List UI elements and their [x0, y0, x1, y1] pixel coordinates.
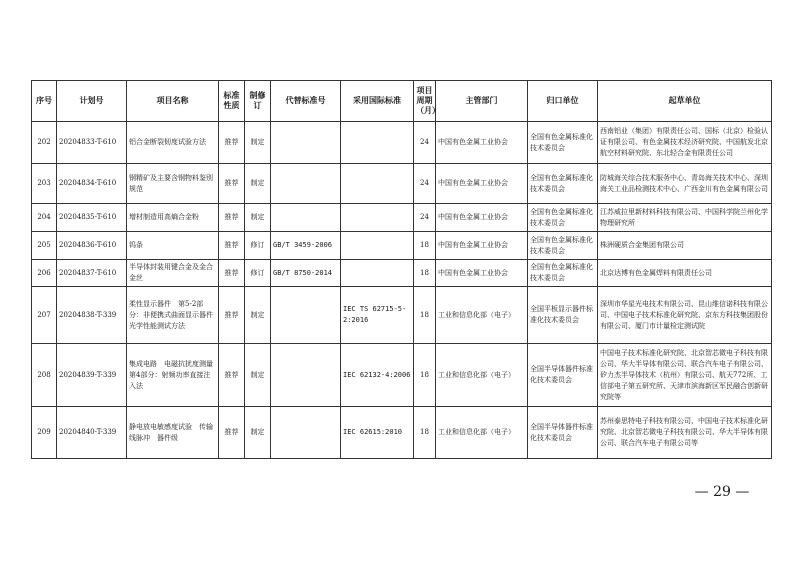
cell-drafters: 防城海关综合技术服务中心、青岛海关技术中心、深圳海关工业品检测技术中心、广西金川有色金属有限公司 [598, 164, 772, 204]
cell-type: 制定 [245, 344, 271, 407]
cell-type: 制定 [245, 287, 271, 344]
cell-intl [341, 260, 414, 287]
cell-dept: 中国有色金属工业协会 [436, 122, 528, 164]
table-row [32, 164, 772, 204]
cell-replace: GB/T 3459-2006 [271, 232, 341, 260]
cell-tc: 全国有色金属标准化技术委员会 [528, 260, 598, 287]
cell-nature: 推荐 [219, 204, 245, 232]
cell-dept: 中国有色金属工业协会 [436, 204, 528, 232]
header-replace: 代替标准号 [271, 81, 341, 122]
cell-no: 204 [32, 204, 57, 232]
cell-intl: IEC TS 62715-5-2:2016 [341, 287, 414, 344]
cell-no: 205 [32, 232, 57, 260]
cell-name: 铝合金断裂韧度试验方法 [127, 122, 219, 164]
header-plan: 计划号 [57, 81, 127, 122]
cell-no: 209 [32, 407, 57, 459]
cell-tc: 全国半导体器件标准化技术委员会 [528, 407, 598, 459]
cell-no: 208 [32, 344, 57, 407]
cell-plan: 20204834-T-610 [57, 164, 127, 204]
cell-period: 24 [414, 122, 436, 164]
cell-plan: 20204835-T-610 [57, 204, 127, 232]
table-row [32, 287, 772, 344]
cell-drafters: 中国电子技术标准化研究院、北京智芯微电子科技有限公司、华大半导体有限公司、联合汽车电子有限公司、矽力杰半导体技术（杭州）有限公司、航天772所、工信部电子第五研究所、天津市滨海新区军民融合创新研究院等 [598, 344, 772, 407]
cell-nature: 推荐 [219, 407, 245, 459]
header-drafters: 起草单位 [598, 81, 772, 122]
cell-tc: 全国平板显示器件标准化技术委员会 [528, 287, 598, 344]
cell-intl: IEC 62132-4:2006 [341, 344, 414, 407]
table-header-row [32, 81, 772, 122]
header-type: 制修订 [245, 81, 271, 122]
header-dept: 主管部门 [436, 81, 528, 122]
cell-name: 增材制造用高熵合金粉 [127, 204, 219, 232]
cell-replace: GB/T 8750-2014 [271, 260, 341, 287]
cell-drafters: 深圳市华星光电技术有限公司、昆山维信诺科技有限公司、中国电子技术标准化研究院、京东方科技集团股份有限公司、厦门市计量检定测试院 [598, 287, 772, 344]
cell-dept: 工业和信息化部（电子） [436, 287, 528, 344]
cell-dept: 工业和信息化部（电子） [436, 344, 528, 407]
cell-plan: 20204833-T-610 [57, 122, 127, 164]
cell-nature: 推荐 [219, 260, 245, 287]
cell-nature: 推荐 [219, 232, 245, 260]
cell-period: 24 [414, 204, 436, 232]
header-nature: 标准性质 [219, 81, 245, 122]
cell-no: 202 [32, 122, 57, 164]
cell-nature: 推荐 [219, 344, 245, 407]
cell-replace [271, 287, 341, 344]
cell-period: 18 [414, 260, 436, 287]
cell-name: 集成电路 电磁抗扰度测量 第4部分：射频功率直接注入法 [127, 344, 219, 407]
cell-tc: 全国有色金属标准化技术委员会 [528, 204, 598, 232]
table-row [32, 232, 772, 260]
cell-tc: 全国有色金属标准化技术委员会 [528, 122, 598, 164]
cell-tc: 全国有色金属标准化技术委员会 [528, 232, 598, 260]
cell-dept: 中国有色金属工业协会 [436, 260, 528, 287]
cell-dept: 中国有色金属工业协会 [436, 232, 528, 260]
cell-replace [271, 407, 341, 459]
cell-period: 18 [414, 407, 436, 459]
page-number: — 29 — [694, 484, 750, 500]
table-row [32, 407, 772, 459]
cell-nature: 推荐 [219, 122, 245, 164]
cell-intl [341, 164, 414, 204]
cell-drafters: 株洲硬质合金集团有限公司 [598, 232, 772, 260]
cell-tc: 全国半导体器件标准化技术委员会 [528, 344, 598, 407]
cell-intl: IEC 62615:2010 [341, 407, 414, 459]
cell-name: 柔性显示器件 第5-2部分：非便携式曲面显示器件光学性能测试方法 [127, 287, 219, 344]
cell-replace [271, 204, 341, 232]
table-row [32, 260, 772, 287]
cell-period: 18 [414, 344, 436, 407]
cell-name: 钨条 [127, 232, 219, 260]
cell-type: 制定 [245, 407, 271, 459]
table-row [32, 204, 772, 232]
cell-intl [341, 122, 414, 164]
cell-period: 24 [414, 164, 436, 204]
cell-name: 钢精矿及主要含钢物料鉴别规范 [127, 164, 219, 204]
cell-drafters: 苏州泰思特电子科技有限公司、中国电子技术标准化研究院、北京智芯微电子科技有限公司、华大半导体有限公司、联合汽车电子有限公司等 [598, 407, 772, 459]
header-period: 项目周期（月） [414, 81, 436, 122]
cell-plan: 20204839-T-339 [57, 344, 127, 407]
cell-period: 18 [414, 232, 436, 260]
cell-type: 修订 [245, 232, 271, 260]
header-intl: 采用国际标准 [341, 81, 414, 122]
cell-replace [271, 164, 341, 204]
cell-no: 203 [32, 164, 57, 204]
cell-period: 18 [414, 287, 436, 344]
cell-no: 207 [32, 287, 57, 344]
cell-drafters: 西南铝业（集团）有限责任公司、国标（北京）检验认证有限公司、有色金属技术经济研究院、中国航发北京航空材料研究院、东北轻合金有限责任公司 [598, 122, 772, 164]
cell-intl [341, 204, 414, 232]
cell-name: 静电放电敏感度试验 传输线脉冲 器件级 [127, 407, 219, 459]
cell-type: 制定 [245, 164, 271, 204]
cell-dept: 中国有色金属工业协会 [436, 164, 528, 204]
cell-plan: 20204838-T-339 [57, 287, 127, 344]
cell-replace [271, 122, 341, 164]
table-row [32, 344, 772, 407]
cell-nature: 推荐 [219, 164, 245, 204]
cell-plan: 20204840-T-339 [57, 407, 127, 459]
cell-no: 206 [32, 260, 57, 287]
cell-plan: 20204837-T-610 [57, 260, 127, 287]
cell-tc: 全国有色金属标准化技术委员会 [528, 164, 598, 204]
header-no: 序号 [32, 81, 57, 122]
cell-type: 制定 [245, 122, 271, 164]
header-name: 项目名称 [127, 81, 219, 122]
cell-dept: 工业和信息化部（电子） [436, 407, 528, 459]
table-row [32, 122, 772, 164]
cell-drafters: 江苏威拉里新材料科技有限公司、中国科学院兰州化学物理研究所 [598, 204, 772, 232]
cell-plan: 20204836-T-610 [57, 232, 127, 260]
cell-name: 半导体封装用键合金及金合金丝 [127, 260, 219, 287]
cell-drafters: 北京达博有色金属焊料有限责任公司 [598, 260, 772, 287]
cell-type: 修订 [245, 260, 271, 287]
cell-type: 制定 [245, 204, 271, 232]
header-tc: 归口单位 [528, 81, 598, 122]
standards-plan-table [31, 80, 772, 459]
cell-replace [271, 344, 341, 407]
cell-intl [341, 232, 414, 260]
cell-nature: 推荐 [219, 287, 245, 344]
